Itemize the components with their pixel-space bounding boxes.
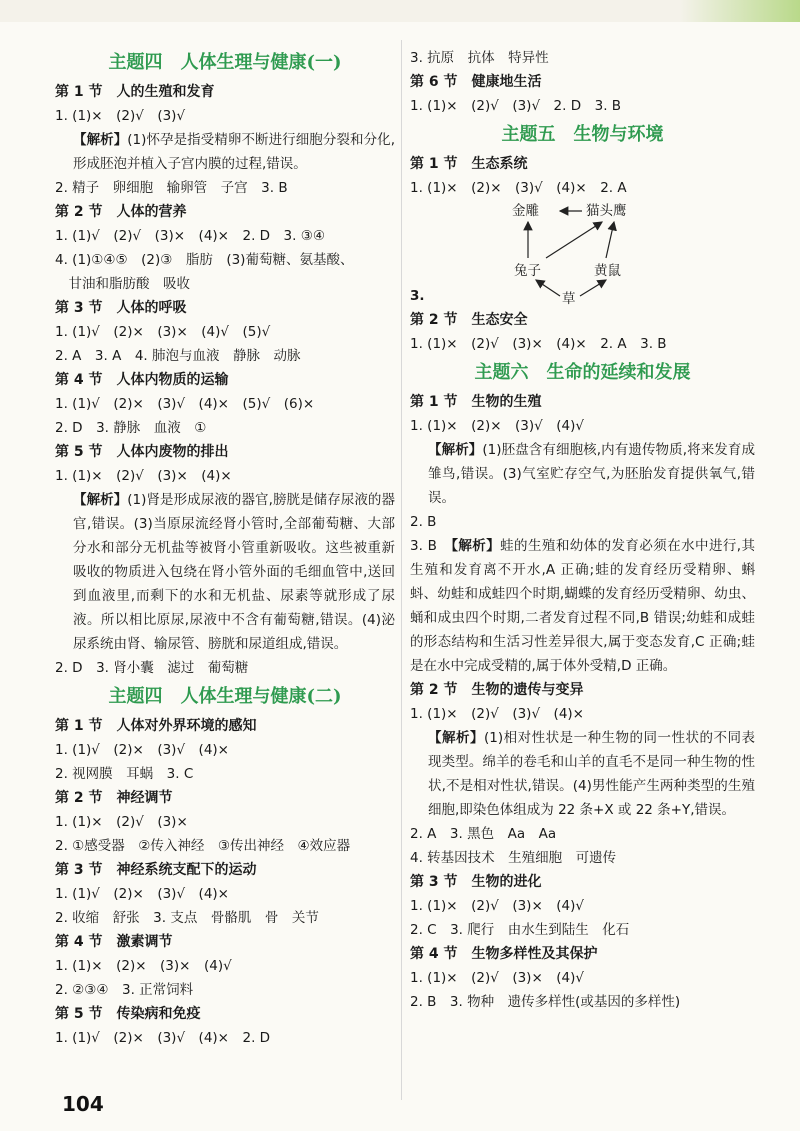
section-heading: 第 3 节 神经系统支配下的运动 [55,862,257,878]
answer-line: 1. (1)× (2)√ (3)× (4)× 2. A 3. B [410,336,667,352]
analysis-text: (1)相对性状是一种生物的同一性状的不同表现类型。绵羊的卷毛和山羊的直毛不是同一种生物的性状,不是相对性状,错误。(4)男性能产生两种类型的生殖细胞,即染色体组成为 22 条+X 或 22 条+Y,错误。 [428,730,756,818]
right-column [410,46,755,1014]
answer-line: 2. 收缩 舒张 3. 支点 骨骼肌 骨 关节 [55,910,319,926]
answer-line: 2. A 3. 黑色 Aa Aa [410,826,557,842]
node-rat: 黄鼠 [594,263,621,279]
analysis-tag: 【解析】 [428,730,484,746]
section-heading: 第 5 节 传染病和免疫 [55,1006,201,1022]
analysis-note [55,488,395,656]
section-heading: 第 1 节 人体对外界环境的感知 [55,718,257,734]
section-heading: 第 1 节 人的生殖和发育 [55,84,215,100]
analysis-tag: 【解析】 [73,132,128,148]
answer-line: 1. (1)× (2)× (3)× (4)√ [55,958,232,974]
section-heading: 第 1 节 生物的生殖 [410,394,542,410]
section-heading: 第 4 节 人体内物质的运输 [55,372,229,388]
node-owl: 猫头鹰 [586,203,627,219]
analysis-note [55,128,395,176]
answer-line: 1. (1)× (2)√ (3)√ (4)× [410,706,584,722]
answer-line: 3. 抗原 抗体 特异性 [410,50,549,66]
arrow-grass-to-rabbit [536,280,560,296]
answer-line: 甘油和脂肪酸 吸收 [55,276,190,292]
section-heading: 第 2 节 人体的营养 [55,204,187,220]
arrow-rabbit-to-owl [546,222,602,258]
answer-line: 2. D 3. 静脉 血液 ① [55,420,207,436]
analysis-text: 蛙的生殖和幼体的发育必须在水中进行,其生殖和发育离不开水,A 正确;蛙的发育经历受精卵、蝌蚪、幼蛙和成蛙四个时期,蝴蝶的发育经历受精卵、幼虫、蛹和成虫四个时期,二者发育过程不同,B 错误;幼蛙和成蛙的形态结构和生活习性差异很大,属于变态发育,C 正确;蛙是在水中完成受精的,属于体外受精,D 正确。 [410,538,756,674]
section-heading: 第 2 节 生态安全 [410,312,528,328]
theme-heading: 主题四 人体生理与健康(二) [108,686,342,707]
theme-heading: 主题六 生命的延续和发展 [474,362,691,383]
answer-line: 2. 视网膜 耳蜗 3. C [55,766,194,782]
arrow-grass-to-rat [580,280,606,296]
theme-heading: 主题五 生物与环境 [501,124,664,145]
node-grass: 草 [562,291,576,307]
analysis-tag: 【解析】 [428,442,483,458]
answer-line: 2. ①感受器 ②传入神经 ③传出神经 ④效应器 [55,838,351,854]
section-heading: 第 3 节 生物的进化 [410,874,542,890]
food-web-diagram [510,200,750,308]
answer-line: 1. (1)× (2)√ (3)× (4)√ [410,898,584,914]
analysis-text: (1)怀孕是指受精卵不断进行细胞分裂和分化,形成胚泡并植入子宫内膜的过程,错误。 [73,132,395,172]
answer-line: 2. A 3. A 4. 肺泡与血液 静脉 动脉 [55,348,301,364]
arrow-rat-to-owl [606,222,614,258]
answer-line: 1. (1)× (2)√ (3)× [55,814,188,830]
answer-line: 1. (1)√ (2)× (3)√ (4)× [55,742,229,758]
section-heading: 第 2 节 生物的遗传与变异 [410,682,584,698]
answer-line: 2. 精子 卵细胞 输卵管 子宫 3. B [55,180,288,196]
section-heading: 第 4 节 生物多样性及其保护 [410,946,598,962]
answer-line: 2. D 3. 肾小囊 滤过 葡萄糖 [55,660,249,676]
answer-line: 2. ②③④ 3. 正常饲料 [55,982,194,998]
food-web-arrows [510,200,750,308]
section-heading: 第 3 节 人体的呼吸 [55,300,187,316]
analysis-note [410,726,755,822]
node-rabbit: 兔子 [514,263,541,279]
section-heading: 第 1 节 生态系统 [410,156,528,172]
answer-lead: 3. B [410,538,452,554]
analysis-note [410,534,755,678]
answer-line: 1. (1)× (2)√ (3)√ 2. D 3. B [410,98,622,114]
analysis-tag: 【解析】 [73,492,128,508]
answer-line: 1. (1)× (2)√ (3)× (4)√ [410,970,584,986]
answer-line: 1. (1)√ (2)× (3)√ (4)× [55,886,229,902]
answer-line: 2. B [410,514,437,530]
section-heading: 第 6 节 健康地生活 [410,74,542,90]
left-column [55,46,395,1050]
node-eagle: 金雕 [512,203,539,219]
answer-line: 1. (1)× (2)√ (3)√ [55,108,186,124]
answer-line: 4. (1)①④⑤ (2)③ 脂肪 (3)葡萄糖、氨基酸、 [55,252,354,268]
question-3-label: 3. [410,288,425,304]
answer-line: 4. 转基因技术 生殖细胞 可遗传 [410,850,617,866]
section-heading: 第 2 节 神经调节 [55,790,173,806]
answer-line: 2. B 3. 物种 遗传多样性(或基因的多样性) [410,994,681,1010]
section-heading: 第 4 节 激素调节 [55,934,173,950]
column-divider [401,40,402,1100]
answer-line: 2. C 3. 爬行 由水生到陆生 化石 [410,922,630,938]
analysis-text: (1)胚盘含有细胞核,内有遗传物质,将来发育成雏鸟,错误。(3)气室贮存空气,为胚胎发育提供氧气,错误。 [428,442,755,506]
theme-heading: 主题四 人体生理与健康(一) [108,52,342,73]
answer-line: 1. (1)× (2)× (3)√ (4)√ [410,418,584,434]
answer-line: 1. (1)√ (2)√ (3)× (4)× 2. D 3. ③④ [55,228,325,244]
top-color-strip [0,0,800,22]
page-number: 104 [62,1092,104,1116]
answer-line: 1. (1)× (2)√ (3)× (4)× [55,468,232,484]
analysis-text: (1)肾是形成尿液的器官,膀胱是储存尿液的器官,错误。(3)当原尿流经肾小管时,全部葡萄糖、大部分水和部分无机盐等被肾小管重新吸收。这些被重新吸收的物质进入包绕在肾小管外面的毛细血管中,送回到血液里,而剩下的水和无机盐、尿素等就形成了尿液。所以相比原尿,尿液中不含有葡萄糖,错误。(4)泌尿系统由肾、输尿管、膀胱和尿道组成,错误。 [73,492,395,652]
answer-line: 1. (1)√ (2)× (3)× (4)√ (5)√ [55,324,271,340]
section-heading: 第 5 节 人体内废物的排出 [55,444,229,460]
answer-line: 1. (1)× (2)× (3)√ (4)× 2. A [410,180,627,196]
analysis-note [410,438,755,510]
answer-line: 1. (1)√ (2)× (3)√ (4)× (5)√ (6)× [55,396,315,412]
analysis-tag: 【解析】 [451,538,501,554]
answer-line: 1. (1)√ (2)× (3)√ (4)× 2. D [55,1030,271,1046]
